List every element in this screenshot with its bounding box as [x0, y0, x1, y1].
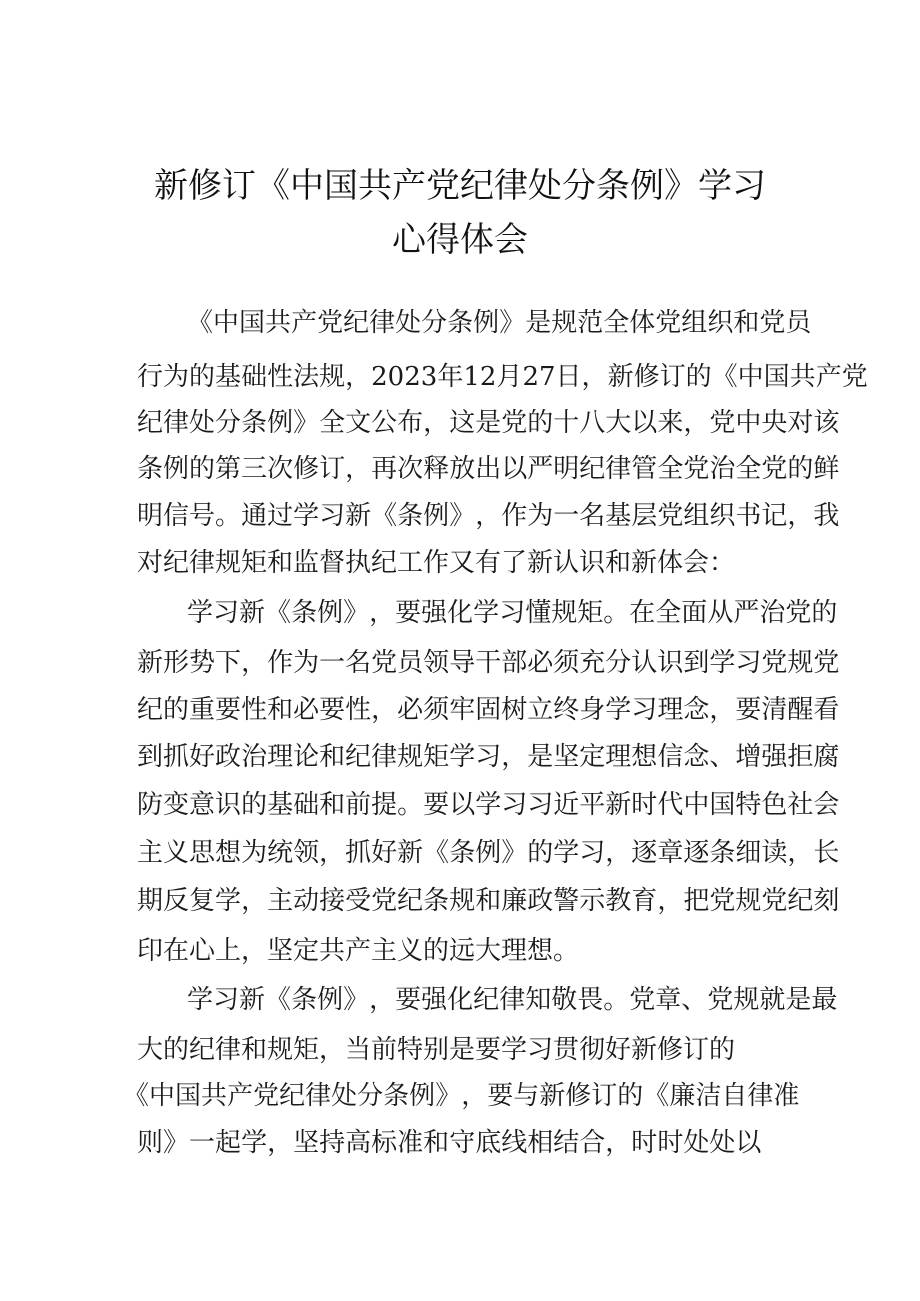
paragraph-2-line-7: 期 反 复 学 ， 主 动 接 受 党 纪 条 规 和 廉 政 警 示 教 育 ， 把 党 规 党 纪 刻 [137, 886, 840, 916]
paragraph-2-line-3: 纪 的 重 要 性 和 必 要 性 ， 必 须 牢 固 树 立 终 身 学 习 理 念 ， 要 清 醒 看 [137, 695, 840, 725]
paragraph-3-line-1: 学 习 新 《 条 例 》 ， 要 强 化 纪 律 知 敬 畏 。 党 章 、 党 规 就 是 最 [187, 985, 838, 1015]
paragraph-2-line-6: 主 义 思 想 为 统 领 ， 抓 好 新 《 条 例 》 的 学 习 ， 逐 章 逐 条 细 读 ， 长 [137, 838, 840, 868]
paragraph-1-line-4: 条 例 的 第 三 次 修 订 ， 再 次 释 放 出 以 严 明 纪 律 管 全 党 治 全 党 的 鲜 [137, 454, 840, 484]
paragraph-1-line-5: 明 信 号 。 通 过 学 习 新 《 条 例 》 ， 作 为 一 名 基 层 党 组 织 书 记 ， 我 [137, 501, 840, 531]
document-title-line-2: 心得体会 [392, 220, 528, 260]
paragraph-1-line-2: 行 为 的 基 础 性 法 规 ， 2023 年 12 月 27 日 ， 新 修 订 的 《 中 国 共 产 党 [137, 362, 868, 392]
document-title-line-1: 新修订《中国共产党纪律处分条例》学习 [154, 166, 766, 206]
paragraph-3-line-2: 大的纪律和规矩，当前特别是要学习贯彻好新修订的 [137, 1035, 736, 1065]
paragraph-1-line-6: 对纪律规矩和监督执纪工作又有了新认识和新体会： [137, 548, 736, 578]
paragraph-2-line-8: 印在心上，坚定共产主义的远大理想。 [137, 936, 580, 966]
paragraph-1-line-1: 《 中 国 共 产 党 纪 律 处 分 条 例 》 是 规 范 全 体 党 组 织 和 党 员 [187, 308, 812, 338]
paragraph-2-line-2: 新 形 势 下 ， 作 为 一 名 党 员 领 导 干 部 必 须 充 分 认 识 到 学 习 党 规 党 [137, 648, 840, 678]
paragraph-3-line-4: 则 》 一 起 学 ， 坚 持 高 标 准 和 守 底 线 相 结 合 ， 时 时 处 处 以 [137, 1128, 762, 1158]
paragraph-1-line-3: 纪 律 处 分 条 例 》 全 文 公 布 ， 这 是 党 的 十 八 大 以 来 ， 党 中 央 对 该 [137, 408, 840, 438]
paragraph-3-line-3: 《 中 国 共 产 党 纪 律 处 分 条 例 》 ， 要 与 新 修 订 的 《 廉 洁 自 律 准 [123, 1081, 800, 1111]
paragraph-2-line-1: 学 习 新 《 条 例 》 ， 要 强 化 学 习 懂 规 矩 。 在 全 面 从 严 治 党 的 [187, 598, 838, 628]
paragraph-2-line-5: 防 变 意 识 的 基 础 和 前 提 。 要 以 学 习 习 近 平 新 时 代 中 国 特 色 社 会 [137, 790, 840, 820]
paragraph-2-line-4: 到 抓 好 政 治 理 论 和 纪 律 规 矩 学 习 ， 是 坚 定 理 想 信 念 、 增 强 拒 腐 [137, 742, 840, 772]
